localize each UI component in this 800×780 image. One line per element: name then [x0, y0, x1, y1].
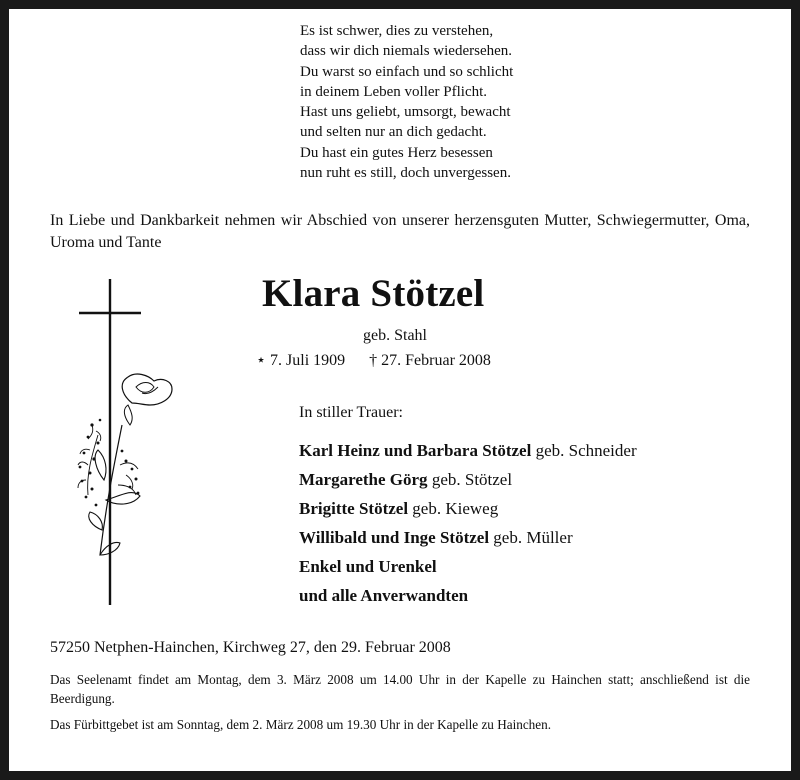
mourners-list [299, 436, 637, 610]
birth-date: 7. Juli 1909 [270, 352, 346, 369]
deceased-name: Klara Stötzel [262, 272, 485, 315]
poem-line: nun ruht es still, doch unvergessen. [300, 165, 511, 182]
mourner-entry [299, 552, 637, 581]
mourner-entry [299, 465, 637, 494]
life-dates [256, 350, 491, 370]
mourner-name: Willibald und Inge Stötzel [299, 528, 490, 547]
mourner-entry [299, 494, 637, 523]
mourner-note: geb. Kieweg [412, 499, 499, 518]
requiem-notice: Das Seelenamt findet am Montag, dem 3. März 2008 um 14.00 Uhr in der Kapelle zu Hainchen statt; anschließend ist die Beerdigung. [50, 672, 750, 706]
poem-line: und selten nur an dich gedacht. [300, 124, 487, 141]
mourner-name: Karl Heinz und Barbara Stötzel [299, 441, 532, 460]
cross-with-rose-icon [70, 275, 180, 610]
mourner-name: Enkel und Urenkel [299, 557, 437, 576]
death-date: 27. Februar 2008 [381, 352, 491, 369]
mourner-name: Margarethe Görg [299, 470, 428, 489]
mourner-entry [299, 436, 637, 465]
prayer-notice: Das Fürbittgebet ist am Sonntag, dem 2. März 2008 um 19.30 Uhr in der Kapelle zu Hainchen. [50, 717, 552, 732]
mourner-entry [299, 523, 637, 552]
poem-line: Du warst so einfach und so schlicht [300, 63, 514, 80]
poem-line: in deinem Leben voller Pflicht. [300, 83, 488, 100]
memorial-poem [300, 21, 513, 183]
death-dagger-icon: † [369, 352, 378, 369]
deceased-maiden-name: geb. Stahl [363, 327, 427, 344]
address-date-line: 57250 Netphen-Hainchen, Kirchweg 27, den 29. Februar 2008 [50, 639, 451, 656]
poem-line: dass wir dich niemals wiedersehen. [300, 43, 513, 60]
farewell-intro: In Liebe und Dankbarkeit nehmen wir Abschied von unserer herzensguten Mutter, Schwiegermutter, Oma, Uroma und Tante [50, 212, 750, 251]
mourning-label: In stiller Trauer: [299, 404, 403, 421]
mourner-name: Brigitte Stötzel [299, 499, 409, 518]
poem-line: Du hast ein gutes Herz besessen [300, 144, 493, 161]
mourner-note: geb. Stötzel [431, 470, 513, 489]
mourner-name: und alle Anverwandten [299, 586, 469, 605]
poem-line: Hast uns geliebt, umsorgt, bewacht [300, 104, 511, 121]
mourner-entry [299, 581, 637, 610]
mourner-note: geb. Schneider [535, 441, 637, 460]
birth-star-icon: ⋆ [256, 352, 267, 369]
poem-line: Es ist schwer, dies zu verstehen, [300, 23, 494, 39]
mourner-note: geb. Müller [493, 528, 573, 547]
